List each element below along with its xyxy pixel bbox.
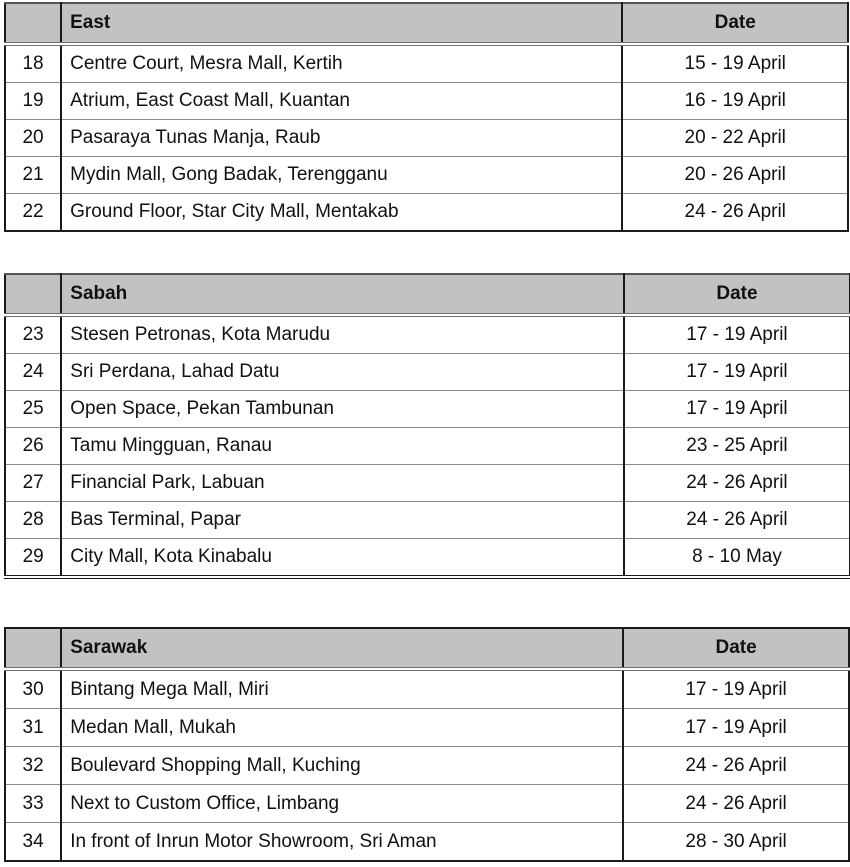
row-location: Ground Floor, Star City Mall, Mentakab <box>61 194 622 232</box>
row-date: 20 - 26 April <box>622 157 848 194</box>
date-column-header: Date <box>622 3 848 44</box>
table-row <box>5 157 848 194</box>
row-date: 17 - 19 April <box>624 354 850 391</box>
date-column-header: Date <box>623 628 849 669</box>
row-location: Next to Custom Office, Limbang <box>61 785 623 823</box>
table-row <box>5 428 850 465</box>
row-date: 17 - 19 April <box>624 315 850 354</box>
table-row <box>5 44 848 83</box>
east-schedule-table <box>4 2 849 232</box>
row-date: 17 - 19 April <box>623 709 849 747</box>
row-location: Boulevard Shopping Mall, Kuching <box>61 747 623 785</box>
table-row <box>5 465 850 502</box>
row-number: 19 <box>5 83 61 120</box>
table-header-row <box>5 274 850 315</box>
number-column-header <box>5 3 61 44</box>
row-date: 17 - 19 April <box>623 669 849 709</box>
row-date: 8 - 10 May <box>624 539 850 578</box>
table-header-row <box>5 628 849 669</box>
row-location: In front of Inrun Motor Showroom, Sri Aman <box>61 823 623 862</box>
table-row <box>5 391 850 428</box>
date-column-header: Date <box>624 274 850 315</box>
row-number: 33 <box>5 785 61 823</box>
table-row <box>5 669 849 709</box>
row-location: Tamu Mingguan, Ranau <box>61 428 624 465</box>
table-row <box>5 194 848 232</box>
region-header: East <box>61 3 622 44</box>
sabah-schedule-table <box>4 273 850 579</box>
row-number: 20 <box>5 120 61 157</box>
row-location: Bas Terminal, Papar <box>61 502 624 539</box>
sarawak-schedule-table <box>4 627 850 862</box>
row-location: Centre Court, Mesra Mall, Kertih <box>61 44 622 83</box>
row-number: 25 <box>5 391 61 428</box>
row-date: 20 - 22 April <box>622 120 848 157</box>
row-date: 24 - 26 April <box>623 785 849 823</box>
row-location: Open Space, Pekan Tambunan <box>61 391 624 428</box>
row-number: 34 <box>5 823 61 862</box>
row-date: 16 - 19 April <box>622 83 848 120</box>
table-row <box>5 315 850 354</box>
row-location: Atrium, East Coast Mall, Kuantan <box>61 83 622 120</box>
row-number: 30 <box>5 669 61 709</box>
row-number: 27 <box>5 465 61 502</box>
row-date: 24 - 26 April <box>624 502 850 539</box>
table-row <box>5 747 849 785</box>
region-header: Sabah <box>61 274 624 315</box>
row-number: 23 <box>5 315 61 354</box>
row-date: 17 - 19 April <box>624 391 850 428</box>
number-column-header <box>5 274 61 315</box>
row-location: Bintang Mega Mall, Miri <box>61 669 623 709</box>
row-date: 23 - 25 April <box>624 428 850 465</box>
row-date: 15 - 19 April <box>622 44 848 83</box>
row-location: Mydin Mall, Gong Badak, Terengganu <box>61 157 622 194</box>
row-number: 24 <box>5 354 61 391</box>
table-header-row <box>5 3 848 44</box>
region-header: Sarawak <box>61 628 623 669</box>
row-location: Pasaraya Tunas Manja, Raub <box>61 120 622 157</box>
number-column-header <box>5 628 61 669</box>
row-location: Medan Mall, Mukah <box>61 709 623 747</box>
table-row <box>5 709 849 747</box>
row-location: Financial Park, Labuan <box>61 465 624 502</box>
row-location: Sri Perdana, Lahad Datu <box>61 354 624 391</box>
table-row <box>5 785 849 823</box>
row-number: 29 <box>5 539 61 578</box>
row-date: 28 - 30 April <box>623 823 849 862</box>
row-date: 24 - 26 April <box>624 465 850 502</box>
table-row <box>5 823 849 862</box>
table-row <box>5 539 850 578</box>
row-number: 18 <box>5 44 61 83</box>
row-number: 32 <box>5 747 61 785</box>
row-location: Stesen Petronas, Kota Marudu <box>61 315 624 354</box>
row-date: 24 - 26 April <box>622 194 848 232</box>
row-number: 31 <box>5 709 61 747</box>
table-row <box>5 83 848 120</box>
table-row <box>5 120 848 157</box>
table-row <box>5 354 850 391</box>
table-row <box>5 502 850 539</box>
row-number: 21 <box>5 157 61 194</box>
row-number: 22 <box>5 194 61 232</box>
row-date: 24 - 26 April <box>623 747 849 785</box>
row-number: 26 <box>5 428 61 465</box>
row-location: City Mall, Kota Kinabalu <box>61 539 624 578</box>
row-number: 28 <box>5 502 61 539</box>
